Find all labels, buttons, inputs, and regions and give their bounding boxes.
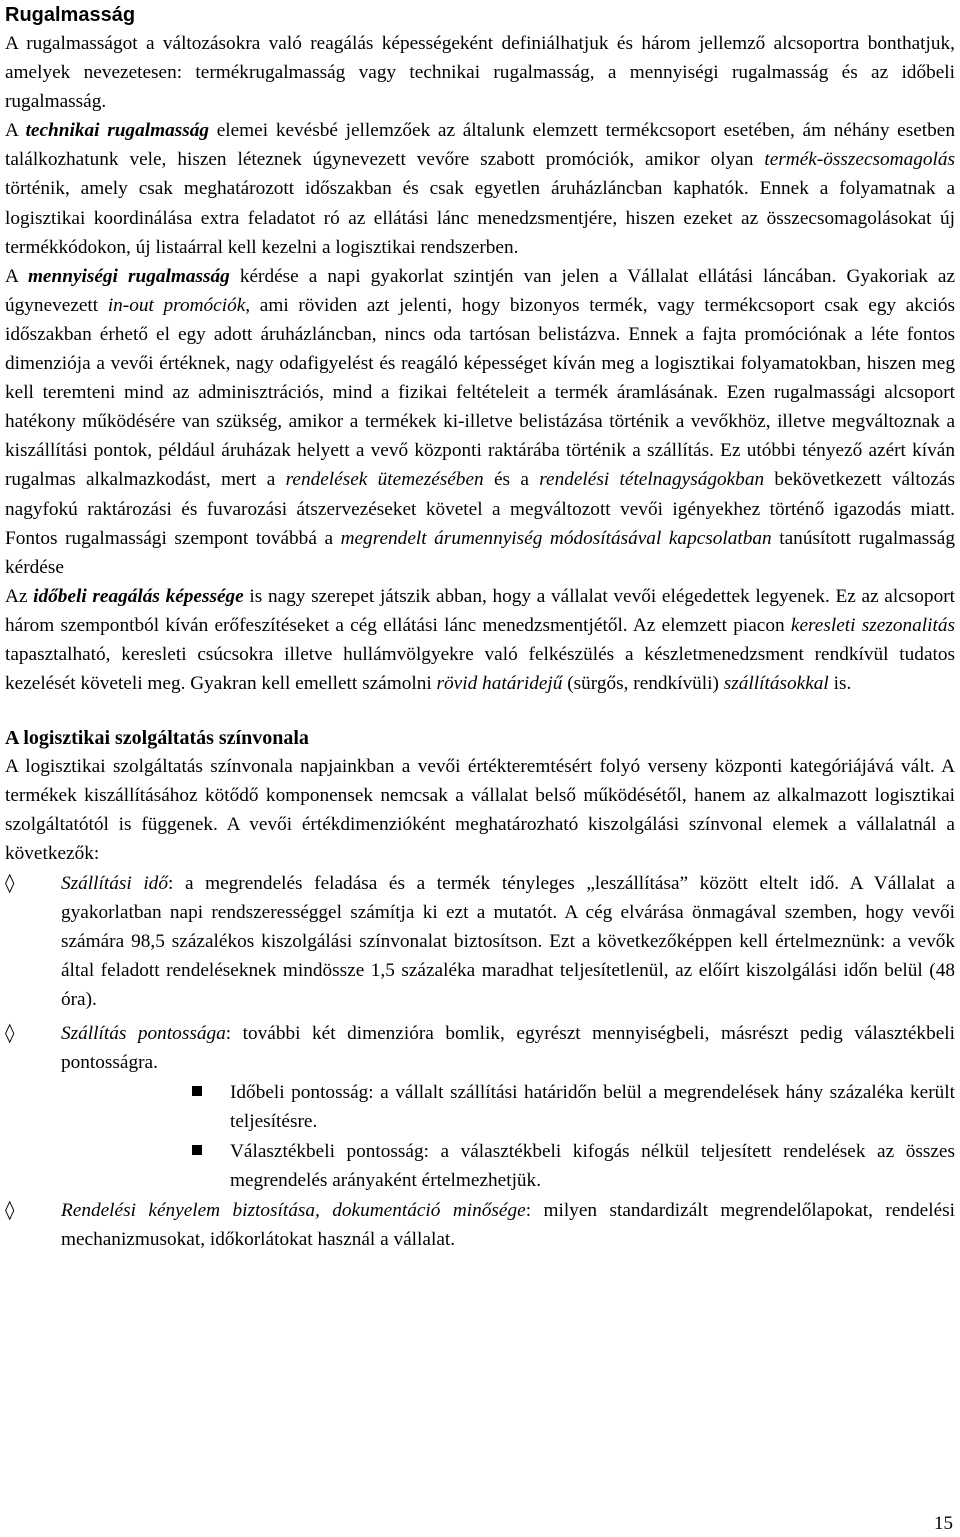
term-termek-osszecsomagolas: termék-összecsomagolás — [764, 149, 955, 171]
document-page — [5, 0, 955, 1254]
square-bullet-icon — [192, 1145, 202, 1155]
diamond-bullet-icon: ◊ — [5, 1198, 15, 1221]
term-mennyisegi-rugalmassag: mennyiségi rugalmasság — [27, 265, 230, 287]
diamond-bullet-icon: ◊ — [5, 1022, 15, 1044]
sublist-item-idobeli-pontossag: Időbeli pontosság: a vállalt szállítási határidőn belül a megrendelések hány százaléka került teljesítésre. — [5, 1078, 955, 1136]
term-szallitasi-ido: Szállítási idő — [61, 872, 168, 894]
sublist-item-valasztekbeli-pontossag: Választékbeli pontosság: a választékbeli kifogás nélkül teljesített rendelések az összes megrendelés arányaként értelmezhetjük. — [5, 1137, 955, 1195]
term-in-out-promociok: in-out promóciók — [107, 294, 246, 316]
paragraph-technical-flexibility: A technikai rugalmasság elemei kevésbé jellemzőek az általunk elemzett termékcsoport esetében, ám néhány esetben találkozhatunk vele, hiszen léteznek úgynevezett vevőre szabott promóciók, amikor olyan termék-összecsomagolás történik, amely csak meghatározott időszakban és csak egyetlen áruházláncban kaphatók. Ennek a folyamatnak a logisztikai koordinálása extra feladatot ró az ellátási lánc menedzsmentjére, hiszen ezeket az összecsomagolásokat új termékkódokon, új listaárral kell kezelni a logisztikai rendszerben. — [5, 120, 955, 258]
list-item-szallitas-pontossaga: ◊ Szállítás pontossága: további két dimenzióra bomlik, egyrészt mennyiségbeli, másrészt pedig választékbeli pontosságra. — [5, 1019, 955, 1077]
section-heading-rugalmassag: Rugalmasság — [5, 4, 136, 26]
term-rendelesi-tetelnagysagokban: rendelési tételnagyságokban — [539, 469, 765, 491]
term-keresleti-szezonalitas: keresleti szezonalitás — [790, 614, 955, 636]
term-idobeli-reagalas: időbeli reagálás képessége — [33, 585, 244, 607]
list-item-szallitasi-ido: ◊ Szállítási idő: a megrendelés feladása és a termék tényleges „leszállítása” között eltelt idő. A Vállalat a gyakorlatban napi rendszerességgel számítja ki ezt a mutatót. A cég elvárása önmagával szemben, hogy vevői számára 98,5 százalékos kiszolgálási színvonalat biztosítson. Ezt a következőképpen kell értelmeznünk: a vevők által feladott rendeléseknek mindössze 1,5 százaléka maradhat teljesítetlenül, az előírt kiszolgálási időn belül (48 óra). — [5, 869, 955, 1014]
list-item-rendelesi-kenyelem: ◊ Rendelési kényelem biztosítása, dokumentáció minősége: milyen standardizált megrendelőlapokat, rendelési mechanizmusokat, időkorlátokat használ a vállalat. — [5, 1196, 955, 1254]
term-technikai-rugalmassag: technikai rugalmasság — [25, 120, 209, 142]
paragraph-service-intro: A logisztikai szolgáltatás színvonala napjainkban a vevői értékteremtésért folyó verseny központi kategóriájává vált. A termékek kiszállításához kötődő komponensek nemcsak a vállalat belső működésétől, hanem az alkalmazott logisztikai szolgáltatótól is függenek. A vevői értékdimenzióként meghatározható kiszolgálási színvonal elemek a vállalatnál a következők: — [5, 756, 955, 865]
term-rendelesi-kenyelem: Rendelési kényelem biztosítása, dokumentáció minősége — [61, 1199, 526, 1221]
section-heading-service-level: A logisztikai szolgáltatás színvonala — [5, 727, 309, 750]
term-rovid-hataridoju: rövid határidejű — [436, 673, 563, 695]
term-szallitas-pontossaga: Szállítás pontossága — [61, 1023, 226, 1044]
term-megrendelt-arumennyiseg: megrendelt árumennyiség módosításával kapcsolatban — [340, 527, 772, 549]
term-szallitasokkal: szállításokkal — [723, 673, 829, 695]
diamond-bullet-icon: ◊ — [5, 871, 15, 894]
term-rendelesek-utemezeseben: rendelések ütemezésében — [285, 469, 484, 491]
square-bullet-icon — [192, 1086, 202, 1096]
paragraph-quantity-flexibility: A mennyiségi rugalmasság kérdése a napi gyakorlat szintjén van jelen a Vállalat ellátási láncában. Gyakoriak az úgynevezett in-out promóciók, ami röviden azt jelenti, hogy bizonyos termék, vagy termékcsoport csak egy akciós időszakban érhető el egy adott áruházláncban, nincs oda tartósan belistázva. Ennek a fajta promóciónak a léte fontos dimenziója a vevői értéknek, nagy odafigyelést és reagáló képességet kíván meg a logisztikai folyamatokban, hiszen meg kell teremteni mind az adminisztrációs, mind a fizikai feltételeit a termék áramlásának. Ezen rugalmassági alcsoport hatékony működésére van szükség, amikor a termékek ki-illetve belistázása történik a vevőkhöz, illetve megváltoznak a kiszállítási pontok, például áruházak helyett a vevő központi raktárába történik a szállítás. Ez utóbbi tényező azért kíván rugalmas alkalmazkodást, mert a rendelések ütemezésében és a rendelési tételnagyságokban bekövetkezett változás nagyfokú raktározási és fuvarozási átszervezéseket követel a megváltozott vevői igényekhez történő igazodás miatt. Fontos rugalmassági szempont továbbá a megrendelt árumennyiség módosításával kapcsolatban tanúsított rugalmasság kérdése — [5, 265, 956, 578]
paragraph-time-response: Az időbeli reagálás képessége is nagy szerepet játszik abban, hogy a vállalat vevői elégedettek legyenek. Ez az alcsoport három szempontból kíván erőfeszítéseket a cég ellátási lánc menedzsmentjétől. Az elemzett piacon keresleti szezonalitás tapasztalható, keresleti csúcsokra illetve hullámvölgyekre való felkészülés a készletmenedzsment rendkívül tudatos kezelését követeli meg. Gyakran kell emellett számolni rövid határidejű (sürgős, rendkívüli) szállításokkal is. — [5, 585, 955, 695]
paragraph-intro: A rugalmasságot a változásokra való reagálás képességeként definiálhatjuk és három jellemző alcsoportra bonthatjuk, amelyek nevezetesen: termékrugalmasság vagy technikai rugalmasság, a mennyiségi rugalmasság és az időbeli rugalmasság. — [5, 33, 955, 113]
page-number: 15 — [934, 1513, 953, 1534]
